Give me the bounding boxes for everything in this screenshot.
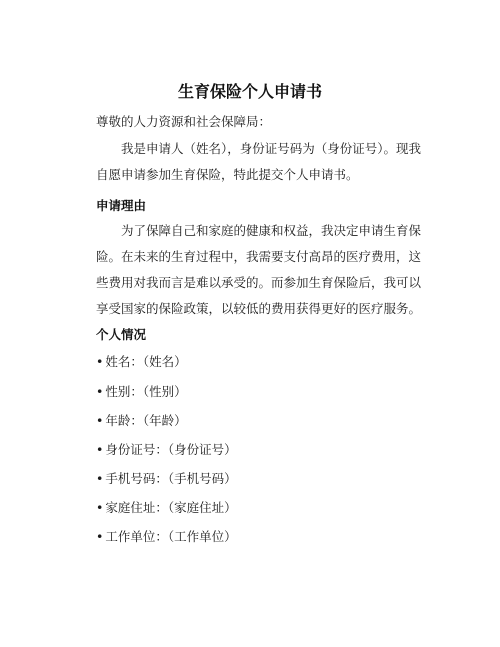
list-item-age [96,411,187,429]
intro-paragraph: 我是申请人（姓名），身份证号码为（身份证号）。现我自愿申请参加生育保险，特此提交个人申请书。 [96,141,422,182]
bullet: • [96,413,104,428]
bullet: • [96,471,104,486]
bullet: • [96,354,104,369]
bullet: • [96,529,104,544]
list-item-gender [96,382,187,400]
list-item-text: 工作单位：（工作单位） [105,529,237,544]
document-title: 生育保险个人申请书 [177,82,322,101]
list-item-address [96,498,237,516]
list-item-text: 家庭住址：（家庭住址） [105,500,237,515]
list-item-text: 手机号码：（手机号码） [105,471,237,486]
list-item-employer [96,527,237,545]
list-item-text: 年龄：（年龄） [105,413,187,428]
reason-paragraph: 为了保障自己和家庭的健康和权益，我决定申请生育保险。在未来的生育过程中，我需要支付高昂的医疗费用，这些费用对我而言是难以承受的。而参加生育保险后，我可以享受国家的保险政策，以较低的费用获得更好的医疗服务。 [96,223,422,316]
list-item-id-number [96,440,237,458]
bullet: • [96,442,104,457]
list-item-phone [96,469,237,487]
list-item-text: 身份证号：（身份证号） [105,442,237,457]
section-heading-personal: 个人情况 [96,327,147,342]
list-item-name [96,352,187,370]
bullet: • [96,500,104,515]
list-item-text: 姓名：（姓名） [105,354,187,369]
section-heading-reason: 申请理由 [96,198,147,213]
salutation: 尊敬的人力资源和社会保障局： [96,114,272,129]
list-item-text: 性别：（性别） [105,384,187,399]
bullet: • [96,384,104,399]
